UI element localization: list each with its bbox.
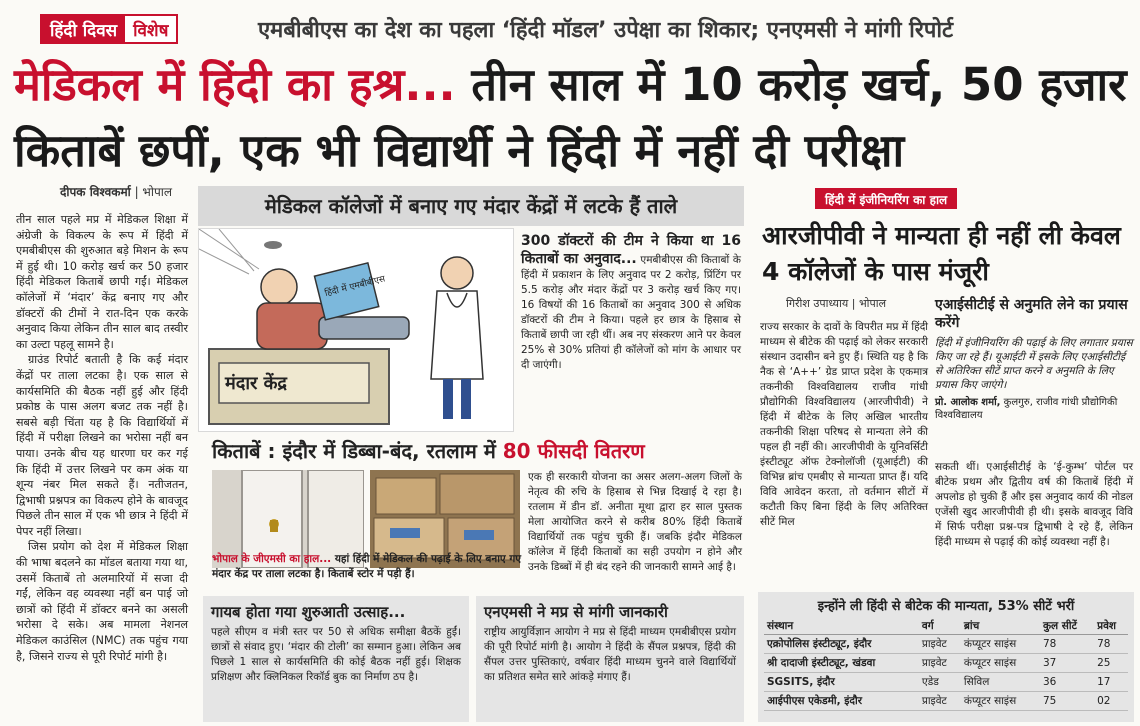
table-header-cell: वर्ग — [919, 618, 961, 635]
table-cell: 25 — [1094, 654, 1128, 673]
table-cell: 02 — [1094, 692, 1128, 711]
table-cell: कंप्यूटर साइंस — [961, 654, 1040, 673]
kicker-headline: एमबीबीएस का देश का पहला ‘हिंदी मॉडल’ उपेक्षा का शिकार; एनएमसी ने मांगी रिपोर्ट — [258, 18, 954, 43]
right-byline-name: गिरीश उपाध्याय — [786, 297, 849, 310]
table-header-row — [764, 618, 1128, 635]
quote-by-name: प्रो. आलोक शर्मा, — [935, 397, 1001, 408]
box4-body: राष्ट्रीय आयुर्विज्ञान आयोग ने मप्र से हिंदी माध्यम एमबीबीएस प्रयोग की पूरी रिपोर्ट मांगी है। आयोग ने हिंदी के सैंपल प्रश्नपत्र, हिंदी की सैंपल उत्तर पुस्तिकाएं, वर्षवार हिंदी माध्यम चुनने वाले विद्यार्थियों का प्रतिशत समेत सारे आंकड़े मंगाए हैं। — [484, 626, 736, 683]
story1-lead: 300 डॉक्टरों की टीम ने किया था 16 किताबों का अनुवाद... — [521, 233, 741, 267]
left-column-story — [16, 212, 188, 664]
cartoon-drawing — [199, 229, 514, 432]
quote-by-role: कुलगुरु, राजीव गांधी प्रौद्योगिकी विश्वविद्यालय — [935, 397, 1118, 421]
subheadline-books — [212, 437, 645, 464]
table-header-cell: संस्थान — [764, 618, 919, 635]
table-cell: प्राइवेट — [919, 654, 961, 673]
main-headline — [14, 52, 1129, 184]
table-cell: प्राइवेट — [919, 692, 961, 711]
table-row — [764, 673, 1128, 692]
left-paragraph: तीन साल पहले मप्र में मेडिकल शिक्षा में अंग्रेजी के विकल्प के रूप में हिंदी में एमबीबीएस की शुरुआत बड़े मिशन के रूप में हुई थी। 10 करोड़ खर्च कर 50 हजार हिंदी मेडिकल किताबें छापी गईं। मेडिकल कॉलेजों में ‘मंदार’ केंद्र बनाए गए और डॉक्टरों की टीमों ने रात-दिन एक करके अनुवाद किया लेकिन तीन साल बाद तस्वीर का उल्टा पहलू सामने है। — [16, 213, 188, 351]
table-cell: कंप्यूटर साइंस — [961, 692, 1040, 711]
subheadline-red: 80 फीसदी वितरण — [502, 439, 645, 463]
approval-table — [764, 618, 1128, 711]
box-enthusiasm — [203, 596, 469, 722]
table-cell: एडेड — [919, 673, 961, 692]
cartoon-book-label: हिंदी में एमबीबीएस — [323, 274, 387, 299]
left-paragraph: जिस प्रयोग को देश में मेडिकल शिक्षा की भाषा बदलने का मॉडल बताया गया था, उसमें किताबें तो अलमारियों में सजा दी गईं, लेकिन वह व्यवस्था नहीं बन पाई जो छात्रों को हिंदी में डॉक्टर बनने का असली भरोसा दे सके। अब मामला नेशनल मेडिकल काउंसिल (NMC) तक पहुंच गया है, जिसने राज्य से पूरी रिपोर्ट मांगी है। — [16, 540, 188, 663]
section-tag-red: हिंदी दिवस — [42, 16, 125, 42]
cartoon-sign: मंदार केंद्र — [225, 373, 287, 394]
section-tag-white: विशेष — [125, 16, 176, 42]
byline-name: दीपक विश्वकर्मा — [60, 185, 131, 199]
headline-rest: तीन साल में 10 करोड़ खर्च, 50 हजार किताबें छपीं, एक भी विद्यार्थी ने हिंदी में नहीं दी परीक्षा — [14, 58, 1127, 177]
story-translation — [521, 232, 741, 373]
main-byline: दीपक विश्वकर्मा | भोपाल — [60, 185, 173, 199]
table-cell: 36 — [1040, 673, 1094, 692]
quote-title: एआईसीटीई से अनुमति लेने का प्रयास करेंगे — [935, 297, 1128, 331]
section-tag — [40, 14, 178, 44]
table-cell: श्री दादाजी इंस्टीट्यूट, खंडवा — [764, 654, 919, 673]
table-row — [764, 654, 1128, 673]
photo-caption — [212, 552, 522, 582]
quote-text: हिंदी में इंजीनियरिंग की पढ़ाई के लिए लगातार प्रयास किए जा रहे हैं। यूआईटी में इसके लिए एआईसीटीई से अतिरिक्त सीटें प्राप्त करने व अनुमति के लिए प्रयास किए जाएंगे। — [935, 337, 1133, 391]
table-row — [764, 635, 1128, 654]
table-header-cell: प्रवेश — [1094, 618, 1128, 635]
box4-title: एनएमसी ने मप्र से मांगी जानकारी — [484, 603, 668, 621]
box3-title: गायब होता गया शुरुआती उत्साह... — [211, 603, 406, 621]
approval-table-box — [758, 592, 1134, 722]
table-cell: आईपीएस एकेडमी, इंदौर — [764, 692, 919, 711]
byline-place: भोपाल — [142, 185, 173, 199]
story1-body: एमबीबीएस की किताबों के हिंदी में प्रकाशन के लिए अनुवाद पर 2 करोड़, प्रिंटिंग पर 5.5 करोड़ और मंदार केंद्रों पर 3 करोड़ खर्च किए गए। 16 विषयों की 16 किताबों का अनुवाद 300 से अधिक डॉक्टरों की टीम ने किया। पहले हर छात्र के हिसाब से किताबें छापी जा रही थीं। अब नए संस्करण आने पर केवल 25% से 30% प्रतियां ही कॉलेजों को मांग के आधार पर दी जाएंगी। — [521, 254, 741, 371]
caption-red: भोपाल के जीएमसी का हाल... — [212, 553, 332, 565]
center-banner: मेडिकल कॉलेजों में बनाए गए मंदार केंद्रों में लटके हैं ताले — [198, 186, 744, 226]
table-cell: 37 — [1040, 654, 1094, 673]
table-cell: सिविल — [961, 673, 1040, 692]
table-cell: 75 — [1040, 692, 1094, 711]
table-cell: 78 — [1094, 635, 1128, 654]
table-cell: प्राइवेट — [919, 635, 961, 654]
right-headline: आरजीपीवी ने मान्यता ही नहीं ली केवल 4 कॉलेजों के पास मंजूरी — [762, 221, 1121, 286]
table-cell: एक्रोपोलिस इंस्टीट्यूट, इंदौर — [764, 635, 919, 654]
box3-body: पहले सीएम व मंत्री स्तर पर 50 से अधिक समीक्षा बैठकें हुईं। छात्रों से संवाद हुए। ‘मंदार की टोली’ का सम्मान हुआ। लेकिन अब पिछले 1 साल से कार्यसमिति की कोई बैठक नहीं हुई। शिक्षक प्रशिक्षण और क्लिनिकल रिकॉर्ड बुक का निर्माण ठप है। — [211, 626, 461, 683]
table-cell: कंप्यूटर साइंस — [961, 635, 1040, 654]
table-cell: 17 — [1094, 673, 1128, 692]
right-story: राज्य सरकार के दावों के विपरीत मप्र में हिंदी माध्यम से बीटेक की पढ़ाई को लेकर सरकारी संस्थान उदासीन बने हुए हैं। स्थिति यह है कि नैक से ‘A++’ ग्रेड प्राप्त प्रदेश के एकमात्र तकनीकी विश्वविद्यालय राजीव गांधी प्रौद्योगिकी विश्वविद्यालय (आरजीपीवी) ने हिंदी में बीटेक के लिए अखिल भारतीय तकनीकी शिक्षा परिषद से मान्यता लेने की पहल ही नहीं की। आरजीपीवी के यूनिवर्सिटी इंस्टीट्यूट ऑफ टेक्नोलॉजी (यूआईटी) की विभिन्न ब्रांच एमबीए से मान्यता प्राप्त हैं। यदि विवि आवेदन करता, तो वर्तमान सीटों में कटौती किए बिना हिंदी के लिए अतिरिक्त सीटें मिल — [760, 321, 928, 528]
table-cell: 78 — [1040, 635, 1094, 654]
subheadline-main: किताबें : इंदौर में डिब्बा-बंद, रतलाम में — [212, 439, 496, 463]
table-row — [764, 692, 1128, 711]
table-header-cell: कुल सीटें — [1040, 618, 1094, 635]
right-story-continued: सकती थीं। एआईसीटीई के ‘ई-कुम्भ’ पोर्टल पर बीटेक प्रथम और द्वितीय वर्ष की किताबें हिंदी में अपलोड हो चुकी हैं और इस अनुवाद कार्य की नोडल एजेंसी खुद आरजीपीवी ही थी। इसके बावजूद विवि में सिर्फ परीक्षा प्रश्न-पत्र द्विभाषी दे रहे हैं, लेकिन हिंदी माध्यम से पढ़ाई की कोई व्यवस्था नहीं है। — [935, 461, 1133, 548]
quote-attribution — [935, 396, 1133, 422]
left-paragraph: ग्राउंड रिपोर्ट बताती है कि कई मंदार केंद्रों पर ताला लटका है। एक साल से कार्यसमिति की बैठक नहीं हुई और हिंदी प्रकोष्ठ के पास अलग बजट तक नहीं है। सबसे बड़ी चिंता यह है कि विद्यार्थियों में हिंदी में परीक्षा लिखने का भरोसा नहीं बन पाया। उनके बीच यह धारणा घर कर गई कि हिंदी में उत्तर लिखने पर कम अंक या शून्य नंबर मिल सकते हैं। नतीजतन, द्विभाषी प्रश्नपत्र का विकल्प होने के बावजूद पिछले तीन साल में एक भी छात्र ने हिंदी में पेपर नहीं लिखा। — [16, 353, 188, 538]
table-title: इन्होंने ली हिंदी से बीटेक की मान्यता, 53% सीटें भरीं — [817, 599, 1075, 614]
engineering-tag: हिंदी में इंजीनियरिंग का हाल — [815, 188, 957, 209]
caption-body: यहां हिंदी में मेडिकल की पढ़ाई के लिए बनाए गए मंदार केंद्र पर ताला लटका है। किताबें स्टोर में पड़ी हैं। — [212, 553, 522, 580]
right-byline: गिरीश उपाध्याय | भोपाल — [786, 297, 887, 310]
story-distribution: एक ही सरकारी योजना का असर अलग-अलग जिलों के नेतृत्व की रुचि के हिसाब से भिन्न दिखाई दे रहा है। रतलाम में डीन डॉ. अनीता मूथा द्वारा हर साल पुस्तक मेला आयोजित करने से करीब 80% हिंदी किताबें विद्यार्थियों तक पहुंच चुकी हैं। जबकि इंदौर मेडिकल कॉलेज में हिंदी किताबों का सही उपयोग न होने और उनके डिब्बों में ही बंद रहने की जानकारी सामने आई है। — [528, 471, 742, 573]
cartoon-illustration — [198, 228, 514, 432]
table-cell: SGSITS, इंदौर — [764, 673, 919, 692]
box-nmc — [476, 596, 744, 722]
quote-box — [935, 296, 1133, 422]
right-byline-place: भोपाल — [858, 297, 887, 310]
table-header-cell: ब्रांच — [961, 618, 1040, 635]
headline-red-part: मेडिकल में हिंदी का हश्र... — [14, 58, 456, 111]
